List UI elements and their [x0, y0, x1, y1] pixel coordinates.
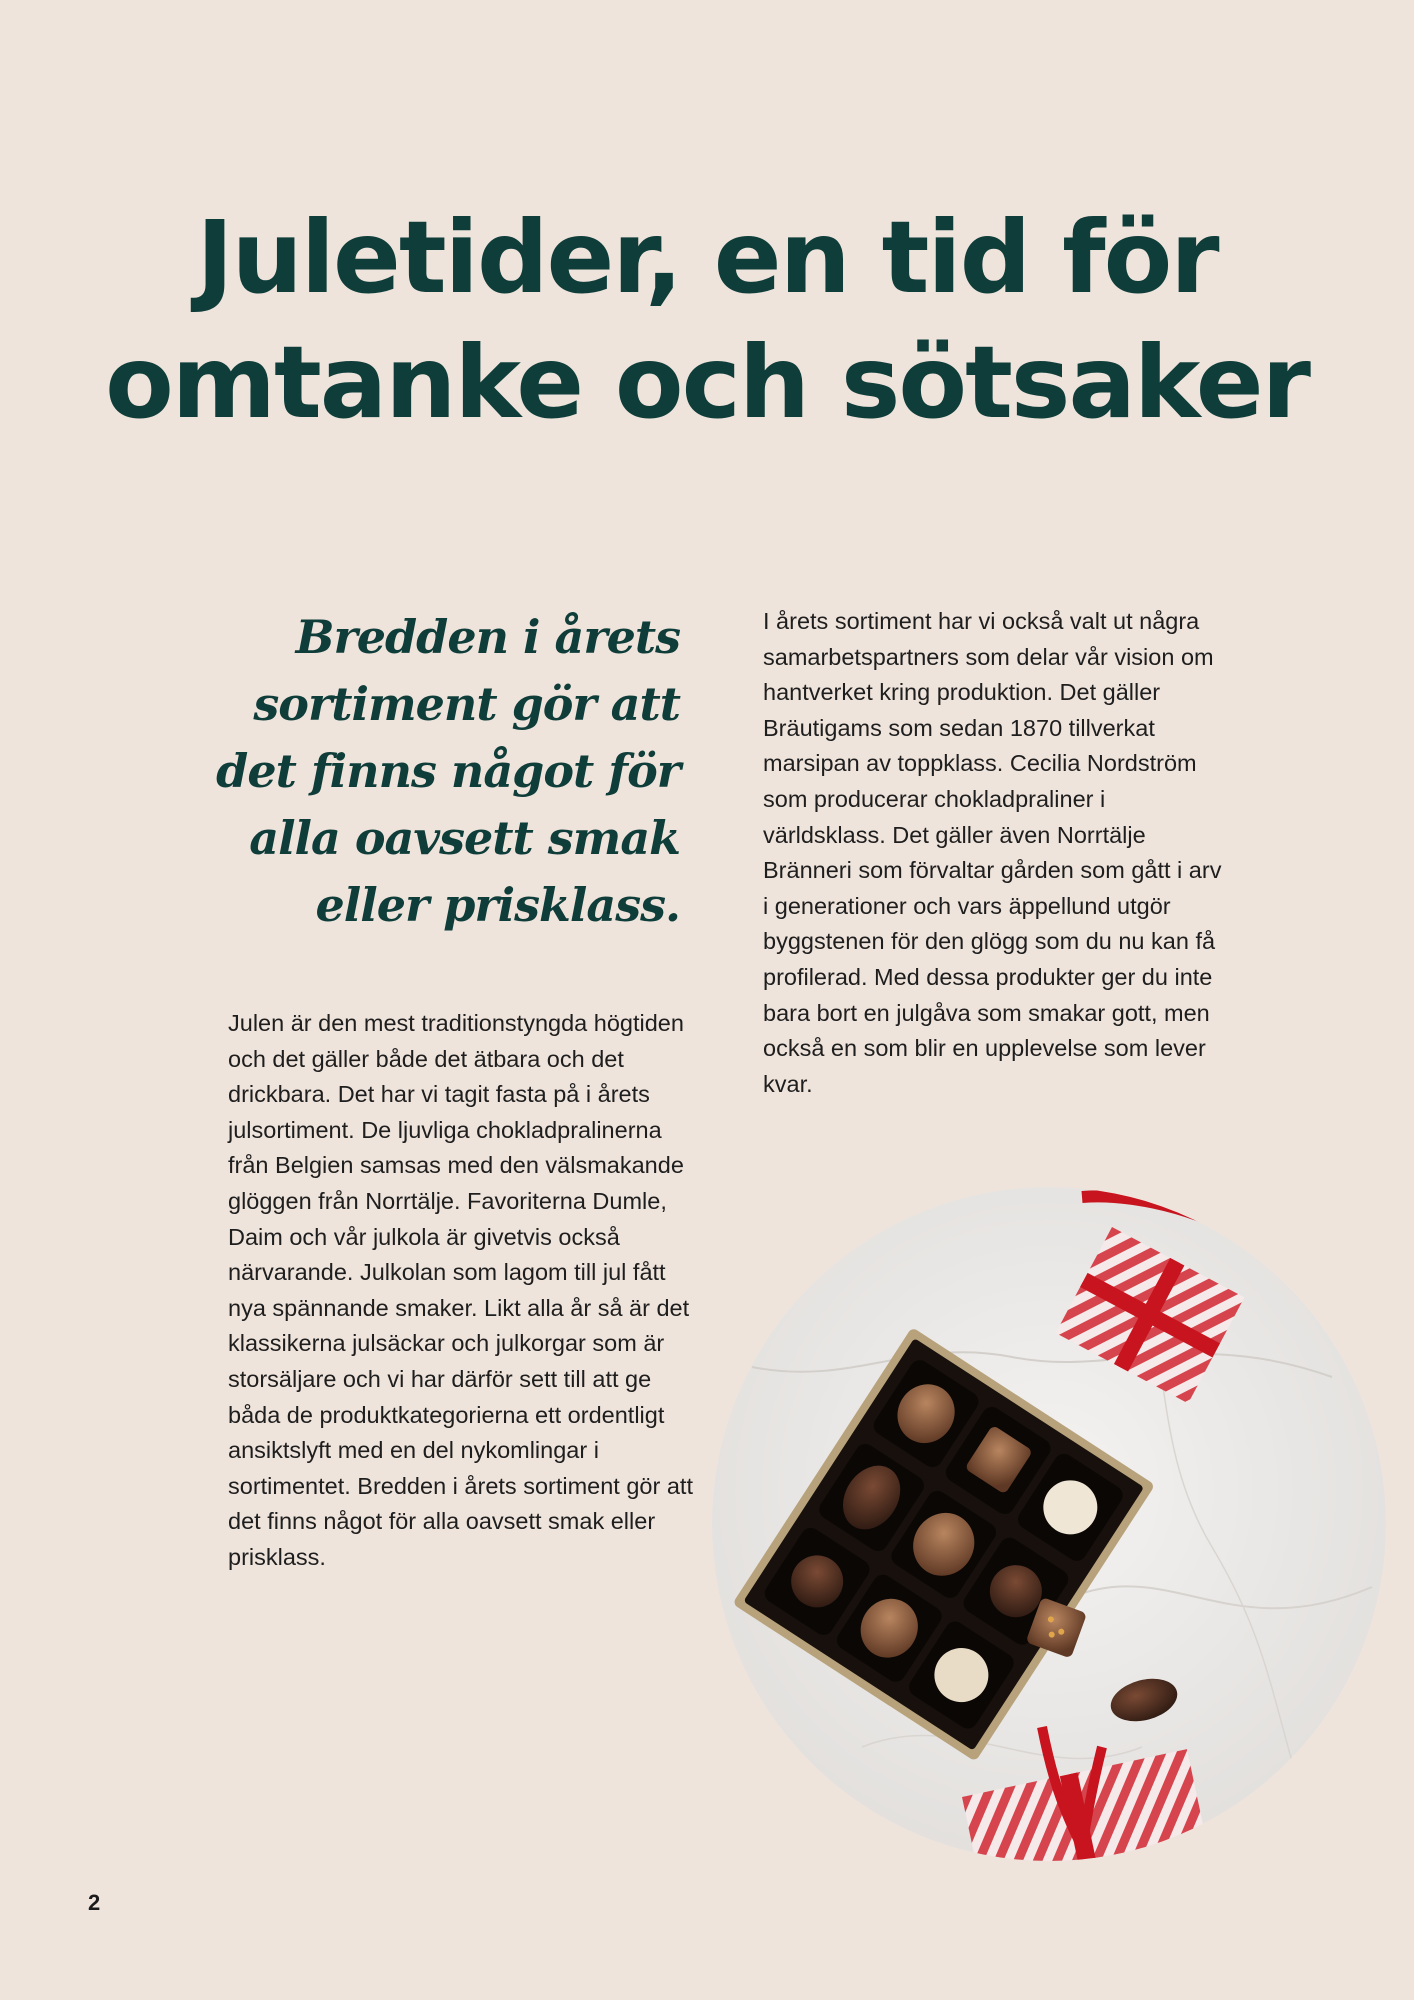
body-text-right: I årets sortiment har vi också valt ut några samarbetspartners som delar vår vision om hantverket kring produktion. Det gäller Bräutigams som sedan 1870 tillverkat marsipan av toppklass. Cecilia Nordström som producerar chokladpraliner i världsklass. Det gäller även Norrtälje Bränneri som förvaltar gården som gått i arv i generationer och vars äppellund utgör byggstenen för den glögg som du nu kan få profilerad. Med dessa produkter ger du inte bara bort en julgåva som smakar gott, men också en som blir en upplevelse som lever kvar. — [763, 608, 1222, 1097]
pull-quote: Bredden i årets sortiment gör att det finns något för alla oavsett smak eller prisklass. — [216, 610, 680, 932]
page-title — [0, 195, 1414, 445]
body-text-left: Julen är den mest traditionstyngda högtiden och det gäller både det ätbara och det drickbara. Det har vi tagit fasta på i årets julsortiment. De ljuvliga chokladpralinerna från Belgien samsas med den välsmakande glöggen från Norrtälje. Favoriterna Dumle, Daim och vår julkola är givetvis också närvarande. Julkolan som lagom till jul fått nya spännande smaker. Likt alla år så är det klassikerna julsäckar och julkorgar som är storsäljare och vi har därför sett till att ge båda de produktkategorierna ett ordentligt ansiktslyft med en del nykomlingar i sortimentet. Bredden i årets sortiment gör att det finns något för alla oavsett smak eller prisklass. — [228, 1010, 693, 1570]
chocolate-box-photo — [712, 1187, 1386, 1861]
page-number: 2 — [88, 1890, 101, 1915]
page-title-line-1: Juletider, en tid för — [196, 199, 1218, 316]
page-title-line-2: omtanke och sötsaker — [105, 324, 1309, 441]
chocolate-box-illustration — [712, 1187, 1386, 1861]
